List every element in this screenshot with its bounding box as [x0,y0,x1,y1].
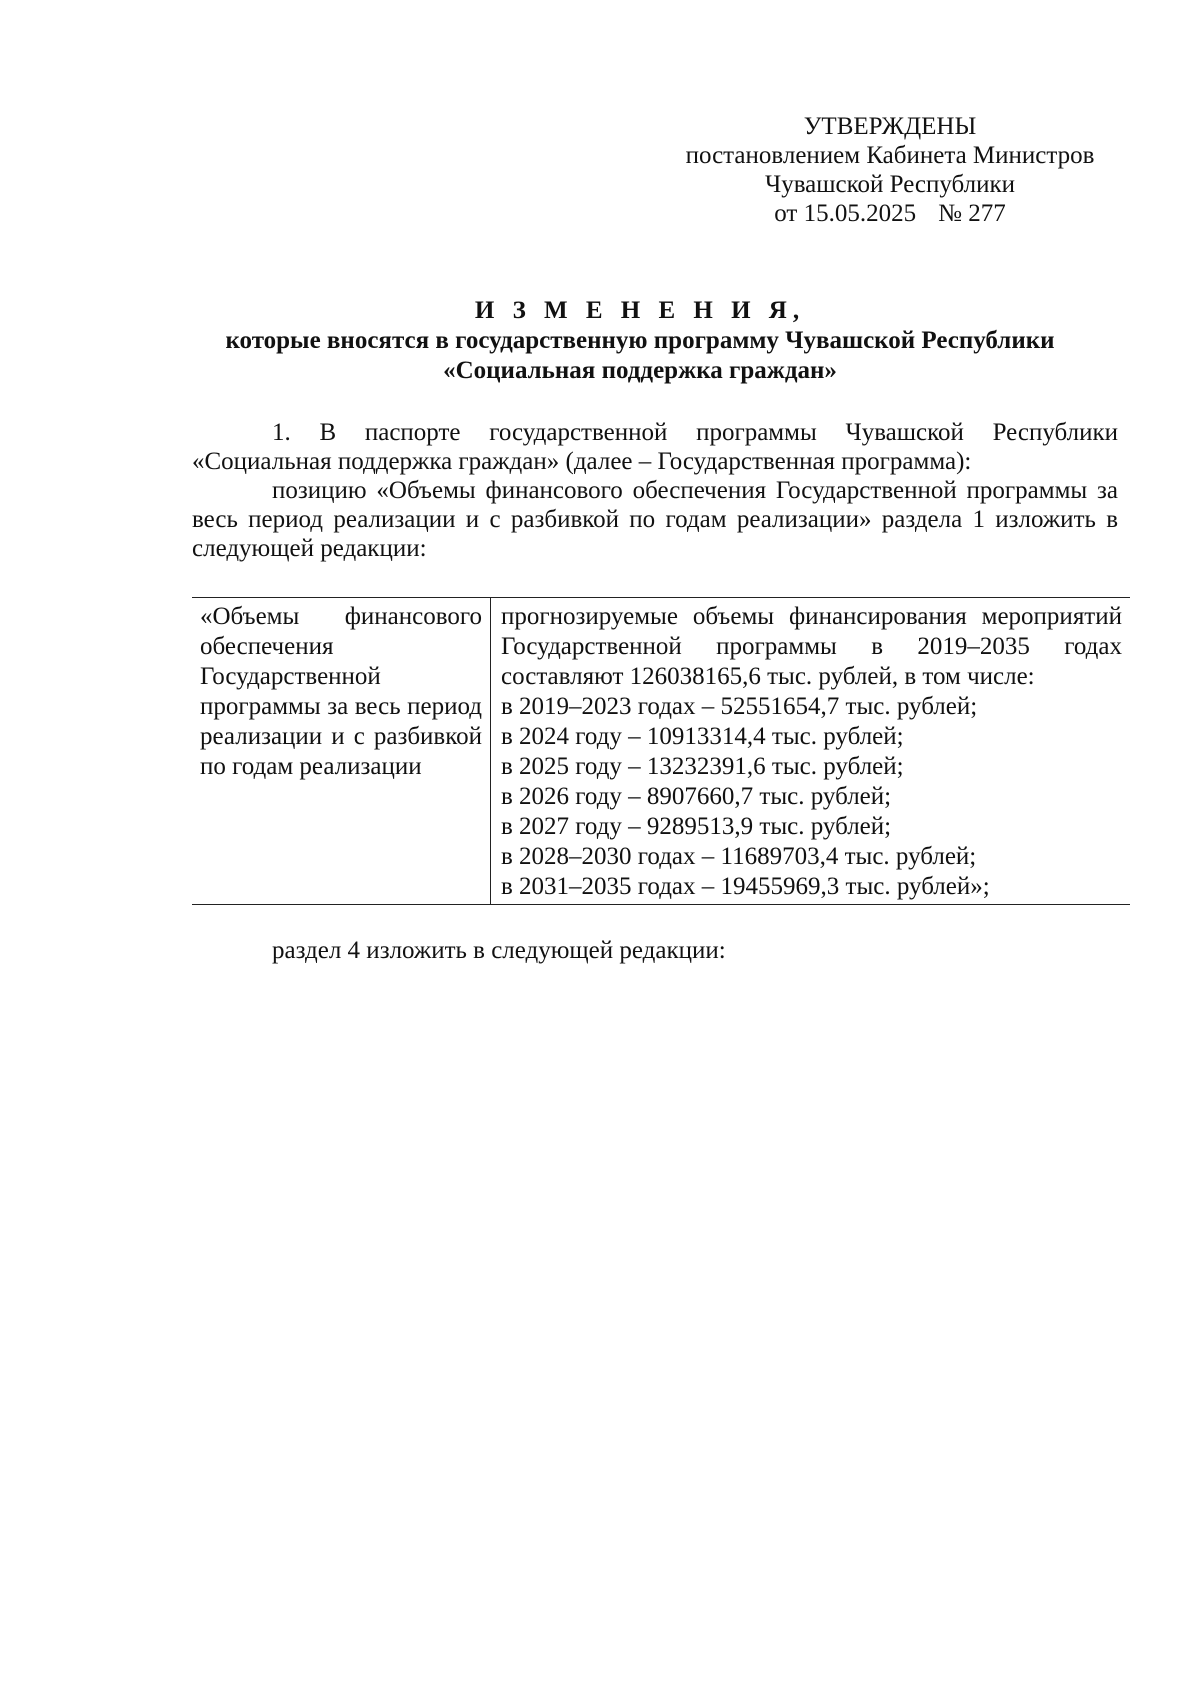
funding-line: в 2027 году – 9289513,9 тыс. рублей; [501,813,892,840]
table-row [192,598,1130,904]
paragraph-2: позицию «Объемы финансового обеспечения Государственной программы за весь период реализации и с разбивкой по годам реализации» раздела 1 изложить в следующей редакции: [192,477,1118,562]
funding-line: в 2019–2023 годах – 52551654,7 тыс. рублей; [501,693,978,720]
approval-line-approved: УТВЕРЖДЕНЫ [803,113,977,140]
body-paragraphs [192,418,1118,563]
funding-table [192,597,1130,905]
approval-line-resolution: постановлением Кабинета Министров [685,142,1095,169]
document-title: И З М Е Н Е Н И Я, [474,297,806,324]
table-cell-funding-details [491,598,1131,904]
paragraph-after-table: раздел 4 изложить в следующей редакции: [272,937,726,964]
document-subtitle-line2: «Социальная поддержка граждан» [443,357,837,384]
approval-line-republic: Чувашской Республики [764,171,1016,198]
funding-line: в 2026 году – 8907660,7 тыс. рублей; [501,783,892,810]
funding-line: в 2031–2035 годах – 19455969,3 тыс. рублей»; [501,873,990,900]
funding-line: в 2024 году – 10913314,4 тыс. рублей; [501,723,904,750]
approval-date: от 15.05.2025 [774,200,917,227]
paragraph-1: 1. В паспорте государственной программы Чувашской Республики «Социальная поддержка граждан» (далее – Государственная программа): [192,419,1118,475]
approval-number: № 277 [938,200,1006,227]
approval-stamp-block [660,112,1120,228]
approval-line-date-number [660,199,1120,228]
document-subtitle-line1: которые вносятся в государственную программу Чувашской Республики [225,327,1055,354]
table-cell-position-name: «Объемы финансового обеспечения Государственной программы за весь период реализации и с разбивкой по годам реализации [192,598,491,904]
funding-table-grid [192,598,1130,904]
funding-line: в 2025 году – 13232391,6 тыс. рублей; [501,753,904,780]
funding-line: в 2028–2030 годах – 11689703,4 тыс. рублей; [501,843,977,870]
funding-intro: прогнозируемые объемы финансирования мероприятий Государственной программы в 2019–2035 годах составляют 126038165,6 тыс. рублей, в том числе: [501,603,1122,690]
document-title-block [190,296,1090,386]
